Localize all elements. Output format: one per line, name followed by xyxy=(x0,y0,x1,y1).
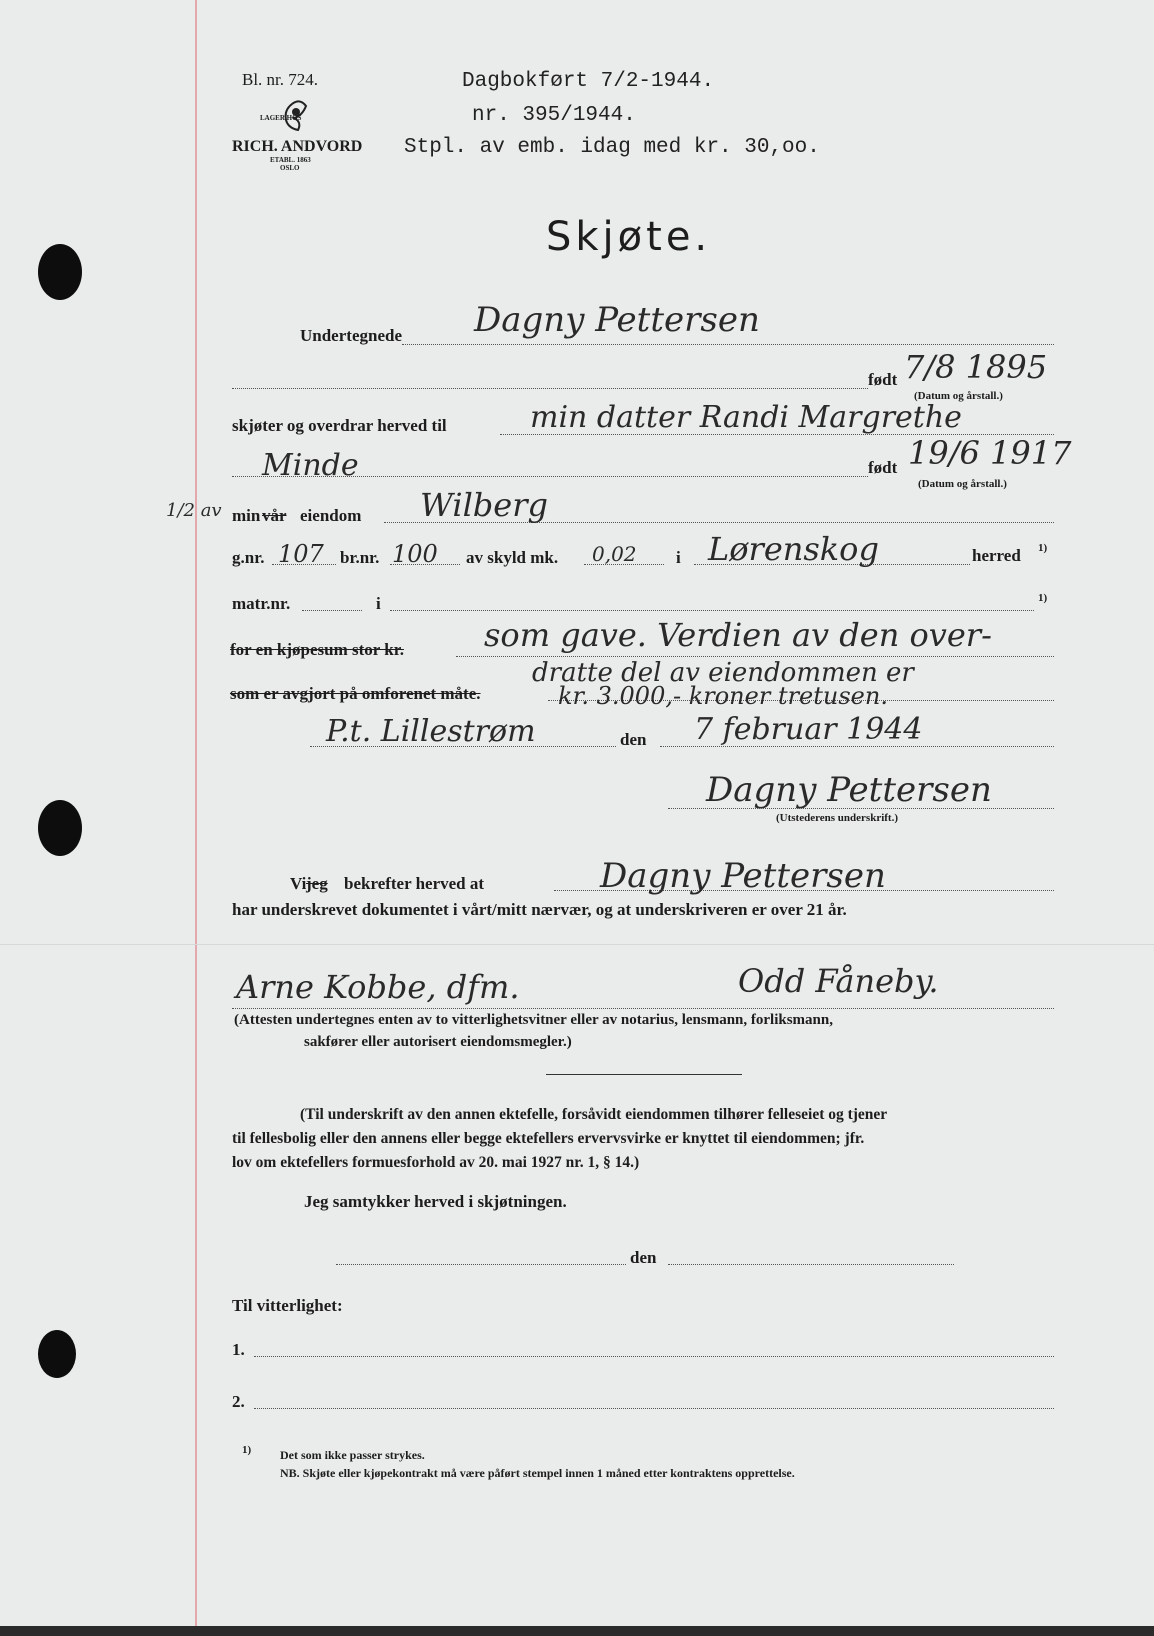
fill-line xyxy=(402,344,1054,345)
fill-line xyxy=(668,1264,954,1265)
avgjort-struck: som er avgjort på omforenet måte. xyxy=(230,684,481,703)
punch-hole xyxy=(38,1330,76,1378)
fill-line xyxy=(302,610,362,611)
grantor-signature: Dagny Pettersen xyxy=(706,770,992,810)
stamp-line-3: Stpl. av emb. idag med kr. 30,oo. xyxy=(404,136,820,159)
fill-line xyxy=(232,388,868,389)
vitterlighet-label: Til vitterlighet: xyxy=(232,1296,343,1315)
signature-label: (Utstederens underskrift.) xyxy=(776,812,899,824)
matr-i-label: i xyxy=(376,594,381,613)
witness-1-signature: Arne Kobbe, dfm. xyxy=(236,968,520,1006)
fodt-label-2: født xyxy=(868,458,898,477)
publisher-logo-text: LAGER HOS xyxy=(260,114,302,122)
fill-line xyxy=(232,1008,1054,1009)
footnote-mark: 1) xyxy=(242,1444,252,1456)
vi-label: Vi xyxy=(290,874,307,893)
min-label: min xyxy=(232,506,261,525)
grantor-born: 7/8 1895 xyxy=(904,348,1048,386)
undertegnede-label: Undertegnede xyxy=(300,326,402,345)
witness-line-2-label: 2. xyxy=(232,1392,245,1411)
fill-line xyxy=(232,476,868,477)
herred-label: herred xyxy=(972,546,1021,565)
fill-line xyxy=(254,1356,1054,1357)
den-label: den xyxy=(620,730,647,749)
skyld-label: av skyld mk. xyxy=(466,548,559,567)
eiendom-label: eiendom xyxy=(300,506,362,525)
datum-label: (Datum og årstall.) xyxy=(914,390,1003,402)
scan-edge xyxy=(0,1626,1154,1636)
stamp-line-1: Dagbokført 7/2-1944. xyxy=(462,70,715,93)
kjopesum-hand: som gave. Verdien av den over- xyxy=(484,616,992,654)
spouse-para-line-2: til fellesbolig eller den annens eller begge ektefellers ervervsvirke er knyttet til eiendommen; jfr. xyxy=(232,1130,865,1147)
bekrefter-label: bekrefter herved at xyxy=(344,874,485,893)
handwritten-line-2: dratte del av eiendommen er xyxy=(532,658,914,688)
publisher-city: OSLO xyxy=(280,164,300,172)
punch-hole xyxy=(38,800,82,856)
fill-line xyxy=(310,746,616,747)
brnr-label: br.nr. xyxy=(340,548,380,567)
fill-line xyxy=(390,610,1034,611)
date-hand: 7 februar 1944 xyxy=(694,712,923,747)
footnote-mark-2: 1) xyxy=(1038,592,1048,604)
publisher-established: ETABL. 1863 xyxy=(270,156,311,164)
grantor-name: Dagny Pettersen xyxy=(474,300,760,340)
attesten-line-2: sakfører eller autorisert eiendomsmegler.) xyxy=(304,1034,572,1050)
witness-line-1-label: 1. xyxy=(232,1340,245,1359)
fill-line xyxy=(254,1408,1054,1409)
punch-hole xyxy=(38,244,82,300)
var-struck: vår xyxy=(262,506,287,525)
witness-2-signature: Odd Fåneby. xyxy=(738,962,939,1000)
fill-line xyxy=(668,808,1054,809)
margin-rule xyxy=(195,0,197,1636)
place-hand: P.t. Lillestrøm xyxy=(326,714,536,749)
jeg-struck: jeg xyxy=(306,874,328,893)
consent-text: Jeg samtykker herved i skjøtningen. xyxy=(304,1192,567,1211)
form-number: Bl. nr. 724. xyxy=(242,70,319,89)
page-fold xyxy=(0,944,1154,945)
fill-line xyxy=(456,656,1054,657)
grantee-line-1: min datter Randi Margrethe xyxy=(530,400,962,435)
property-name: Wilberg xyxy=(420,486,548,524)
skyld-value: 0,02 xyxy=(592,542,637,566)
i-label: i xyxy=(676,548,681,567)
attesten-line-1: (Attesten undertegnes enten av to vitterlighetsvitner eller av notarius, lensmann, forliksmann, xyxy=(234,1012,833,1028)
document-title: Skjøte. xyxy=(546,214,712,260)
confirmed-name: Dagny Pettersen xyxy=(600,856,886,896)
brnr-value: 100 xyxy=(392,540,438,568)
fill-line xyxy=(336,1264,626,1265)
grantee-line-2: Minde xyxy=(262,448,359,483)
fodt-label: født xyxy=(868,370,898,389)
footnote-mark-1: 1) xyxy=(1038,542,1048,554)
gnr-value: 107 xyxy=(278,540,324,568)
stamp-line-2: nr. 395/1944. xyxy=(472,104,636,127)
spouse-para-line-1: (Til underskrift av den annen ektefelle, forsåvidt eiendommen tilhører felleseiet og tjener xyxy=(300,1106,888,1123)
kjopesum-struck: for en kjøpesum stor kr. xyxy=(230,640,404,659)
footnote-line-1: Det som ikke passer strykes. xyxy=(280,1448,425,1462)
gnr-label: g.nr. xyxy=(232,548,265,567)
share-note: 1/2 av xyxy=(166,500,222,521)
publisher-name: RICH. ANDVORD xyxy=(232,138,363,155)
datum-label-2: (Datum og årstall.) xyxy=(918,478,1007,490)
grantee-born: 19/6 1917 xyxy=(908,434,1072,472)
herred-value: Lørenskog xyxy=(708,530,879,568)
footnote-line-2: NB. Skjøte eller kjøpekontrakt må være påført stempel innen 1 måned etter kontraktens opprettelse. xyxy=(280,1466,795,1480)
skjoter-label: skjøter og overdrar herved til xyxy=(232,416,447,435)
spouse-para-line-3: lov om ektefellers formuesforhold av 20. mai 1927 nr. 1, § 14.) xyxy=(232,1154,640,1171)
handwritten-line-3: kr. 3.000,- kroner tretusen. xyxy=(558,682,888,710)
matr-label: matr.nr. xyxy=(232,594,291,613)
underskrevet-text: har underskrevet dokumentet i vårt/mitt nærvær, og at underskriveren er over 21 år. xyxy=(232,900,847,919)
spouse-den-label: den xyxy=(630,1248,657,1267)
section-divider xyxy=(546,1074,742,1075)
